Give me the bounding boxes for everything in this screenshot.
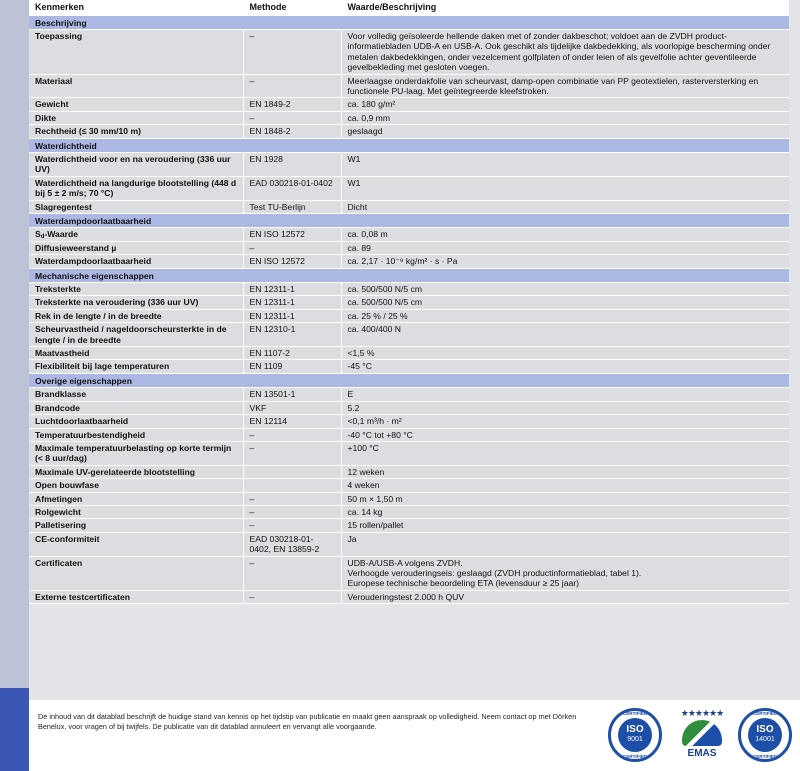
property-name: Rolgewicht: [29, 505, 243, 518]
certification-logos: [608, 708, 798, 768]
property-value: 15 rollen/pallet: [341, 519, 789, 532]
section-title: Overige eigenschappen: [29, 373, 789, 387]
table-row: [29, 505, 789, 518]
property-value: 50 m × 1,50 m: [341, 492, 789, 505]
table-row: [29, 283, 789, 296]
table-row: [29, 556, 789, 590]
test-method: EAD 030218-01-0402: [243, 176, 341, 200]
property-value: 5.2: [341, 401, 789, 414]
table-header-row: [29, 0, 789, 15]
emas-swirl-icon: [682, 720, 722, 746]
test-method: EAD 030218-01-0402, EN 13859-2: [243, 532, 341, 556]
property-value: +100 °C: [341, 441, 789, 465]
table-row: [29, 492, 789, 505]
section-title: Mechanische eigenschappen: [29, 268, 789, 282]
table-row: [29, 74, 789, 98]
property-name: Maximale UV-gerelateerde blootstelling: [29, 465, 243, 478]
test-method: EN ISO 12572: [243, 228, 341, 241]
property-name: [29, 228, 243, 241]
test-method: –: [243, 556, 341, 590]
section-row: [29, 214, 789, 228]
property-value: ca. 0,9 mm: [341, 111, 789, 124]
property-name: Rechtheid (≤ 30 mm/10 m): [29, 125, 243, 138]
test-method: –: [243, 241, 341, 254]
test-method: EN 1107-2: [243, 347, 341, 360]
property-name: Brandcode: [29, 401, 243, 414]
table-row: [29, 228, 789, 241]
property-name: Treksterkte: [29, 283, 243, 296]
property-value: <0,1 m³/h · m²: [341, 415, 789, 428]
section-title: Beschrijving: [29, 15, 789, 29]
table-row: [29, 479, 789, 492]
iso-14001-seal: [748, 718, 782, 752]
property-value: 4 weken: [341, 479, 789, 492]
iso-14001-ring-bottom: CERTIFIED: [752, 754, 778, 759]
property-name: Waterdichtheid voor en na veroudering (336 uur UV): [29, 152, 243, 176]
section-title: Waterdampdoorlaatbaarheid: [29, 214, 789, 228]
property-value: ca. 2,17 · 10⁻⁹ kg/m² · s · Pa: [341, 255, 789, 268]
properties-table: [29, 0, 789, 604]
test-method: [243, 465, 341, 478]
table-row: [29, 176, 789, 200]
test-method: EN ISO 12572: [243, 255, 341, 268]
property-value: ca. 500/500 N/5 cm: [341, 296, 789, 309]
iso-9001-ring-bottom: CERTIFIED: [622, 754, 648, 759]
property-name: Gewicht: [29, 98, 243, 111]
test-method: EN 12311-1: [243, 283, 341, 296]
iso-14001-number: 14001: [755, 736, 775, 743]
test-method: EN 1109: [243, 360, 341, 373]
table-row: [29, 441, 789, 465]
table-row: [29, 360, 789, 373]
section-row: [29, 373, 789, 387]
section-row: [29, 138, 789, 152]
table-row: [29, 200, 789, 213]
emas-logo: [673, 708, 731, 766]
test-method: EN 12114: [243, 415, 341, 428]
iso-9001-ring-top: CERTIFIED: [622, 711, 648, 716]
iso-14001-word: ISO: [756, 724, 774, 735]
property-name: Materiaal: [29, 74, 243, 98]
emas-stars-icon: ★★★★★★: [680, 708, 724, 718]
table-row: [29, 388, 789, 401]
property-name-subscript: d: [40, 234, 45, 241]
test-method: –: [243, 111, 341, 124]
table-body: [29, 15, 789, 604]
table-row: [29, 98, 789, 111]
table-row: [29, 323, 789, 347]
test-method: –: [243, 428, 341, 441]
property-value: -45 °C: [341, 360, 789, 373]
test-method: –: [243, 505, 341, 518]
disclaimer-text: De inhoud van dit datablad beschrijft de huidige stand van kennis op het tijdstip van publicatie en maakt geen aanspraak op volledigheid. Neem contact op met Dörken Benelux, voor vragen of bij twijfels. De publicatie van dit datablad annuleert en vervangt alle voorgaande.: [38, 712, 577, 731]
section-row: [29, 268, 789, 282]
test-method: EN 1849-2: [243, 98, 341, 111]
property-value: W1: [341, 152, 789, 176]
property-value: ca. 400/400 N: [341, 323, 789, 347]
property-value: UDB-A/USB-A volgens ZVDH. Verhoogde verouderingseis: geslaagd (ZVDH productinformatieblad, tabel 1). Europese technische beoordeling ETA (levensduur ≥ 25 jaar): [341, 556, 789, 590]
property-value: ca. 89: [341, 241, 789, 254]
property-name-main: S: [35, 229, 41, 240]
property-name: CE-conformiteit: [29, 532, 243, 556]
table-row: [29, 309, 789, 322]
test-method: EN 12311-1: [243, 309, 341, 322]
property-name: Palletisering: [29, 519, 243, 532]
property-value: ca. 500/500 N/5 cm: [341, 283, 789, 296]
table-row: [29, 428, 789, 441]
property-value: geslaagd: [341, 125, 789, 138]
property-value: ca. 14 kg: [341, 505, 789, 518]
property-value: ca. 0,08 m: [341, 228, 789, 241]
iso-9001-seal: [618, 718, 652, 752]
property-value: Voor volledig geïsoleerde hellende daken met of zonder dakbeschot; voldoet aan de ZVDH product-informatiebladen UDB-A en USB-A. Ook geschikt als tijdelijke dakbedekking, als voorlopige bescherming onder metalen dakbedekkingen, onder vezelcement golfplaten of onder leien of als gevelfolie achter geventileerde gevelbekleding met gesloten voegen.: [341, 29, 789, 74]
test-method: EN 12310-1: [243, 323, 341, 347]
section-row: [29, 15, 789, 29]
emas-word: EMAS: [687, 748, 717, 759]
property-value: Meerlaagse onderdakfolie van scheurvast, damp-open combinatie van PP geotextielen, rasterversterking en functionele PU-laag. Met geïntegreerde kleefstroken.: [341, 74, 789, 98]
property-name: Brandklasse: [29, 388, 243, 401]
test-method: –: [243, 74, 341, 98]
property-name: Maatvastheid: [29, 347, 243, 360]
property-name: Waterdichtheid na langdurige blootstelling (448 d bij 5 ± 2 m/s; 70 °C): [29, 176, 243, 200]
table-row: [29, 152, 789, 176]
property-value: Dicht: [341, 200, 789, 213]
test-method: –: [243, 590, 341, 603]
property-name: Certificaten: [29, 556, 243, 590]
test-method: –: [243, 519, 341, 532]
test-method: Test TU-Berlijn: [243, 200, 341, 213]
iso-9001-word: ISO: [626, 724, 644, 735]
table-row: [29, 519, 789, 532]
property-name: Externe testcertificaten: [29, 590, 243, 603]
property-value: Ja: [341, 532, 789, 556]
property-name: Maximale temperatuurbelasting op korte termijn (< 8 uur/dag): [29, 441, 243, 465]
table-row: [29, 111, 789, 124]
test-method: [243, 479, 341, 492]
table-row: [29, 296, 789, 309]
left-accent-block: [0, 688, 29, 771]
properties-table-container: [29, 0, 800, 700]
table-row: [29, 532, 789, 556]
property-name: Temperatuurbestendigheid: [29, 428, 243, 441]
property-name: Toepassing: [29, 29, 243, 74]
test-method: EN 1848-2: [243, 125, 341, 138]
iso-9001-number: 9001: [627, 736, 643, 743]
property-name: Rek in de lengte / in de breedte: [29, 309, 243, 322]
test-method: –: [243, 492, 341, 505]
header-waarde: Waarde/Beschrijving: [341, 0, 789, 15]
property-name: Luchtdoorlaatbaarheid: [29, 415, 243, 428]
section-title: Waterdichtheid: [29, 138, 789, 152]
property-value: 12 weken: [341, 465, 789, 478]
table-row: [29, 465, 789, 478]
property-name: Slagregentest: [29, 200, 243, 213]
property-name: Diffusieweerstand µ: [29, 241, 243, 254]
test-method: –: [243, 441, 341, 465]
property-name: Waterdampdoorlaatbaarheid: [29, 255, 243, 268]
table-row: [29, 125, 789, 138]
property-name: Afmetingen: [29, 492, 243, 505]
iso-14001-ring-top: CERTIFIED: [752, 711, 778, 716]
property-name: Flexibiliteit bij lage temperaturen: [29, 360, 243, 373]
test-method: EN 12311-1: [243, 296, 341, 309]
property-value: -40 °C tot +80 °C: [341, 428, 789, 441]
left-color-strip: [0, 0, 29, 771]
property-name: Dikte: [29, 111, 243, 124]
table-row: [29, 347, 789, 360]
table-row: [29, 241, 789, 254]
property-value: E: [341, 388, 789, 401]
test-method: EN 13501-1: [243, 388, 341, 401]
property-value: Verouderingstest 2.000 h QUV: [341, 590, 789, 603]
header-kenmerken: Kenmerken: [29, 0, 243, 15]
table-row: [29, 415, 789, 428]
table-row: [29, 29, 789, 74]
property-value: W1: [341, 176, 789, 200]
test-method: –: [243, 29, 341, 74]
test-method: VKF: [243, 401, 341, 414]
table-row: [29, 401, 789, 414]
iso-14001-logo: [738, 708, 792, 762]
property-value: ca. 180 g/m²: [341, 98, 789, 111]
property-value: ca. 25 % / 25 %: [341, 309, 789, 322]
table-row: [29, 255, 789, 268]
table-row: [29, 590, 789, 603]
header-methode: Methode: [243, 0, 341, 15]
property-value: <1,5 %: [341, 347, 789, 360]
test-method: EN 1928: [243, 152, 341, 176]
property-name: Scheurvastheid / nageldoorscheursterkte in de lengte / in de breedte: [29, 323, 243, 347]
property-name: Open bouwfase: [29, 479, 243, 492]
property-name-rest: -Waarde: [44, 229, 78, 240]
iso-9001-logo: [608, 708, 662, 762]
property-name: Treksterkte na veroudering (336 uur UV): [29, 296, 243, 309]
